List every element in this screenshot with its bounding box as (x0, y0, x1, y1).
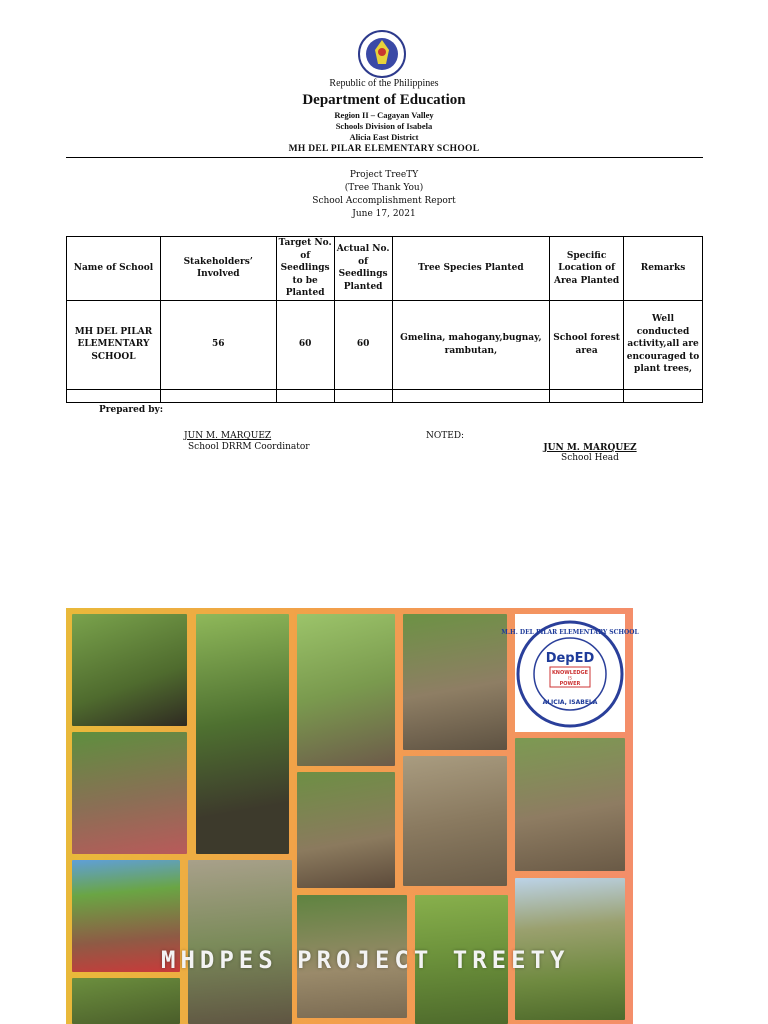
noted-name: JUN M. MARQUEZ (543, 443, 637, 453)
header-divider (66, 157, 703, 158)
table-header-row (67, 237, 703, 301)
report-date: June 17, 2021 (352, 209, 416, 219)
cell-species: Gmelina, mahogany,bugnay, rambutan, (392, 300, 550, 389)
col-header-target: Target No. of Seedlings to be Planted (276, 237, 334, 301)
col-header-location: Specific Location of Area Planted (550, 237, 624, 301)
school-logo-icon (501, 614, 639, 732)
logo-place: ALICIA, ISABELA (542, 699, 598, 706)
photo-planting-5 (297, 614, 395, 766)
department-title: Department of Education (302, 92, 466, 108)
region-line: Region II – Cagayan Valley (334, 110, 434, 120)
cell-remarks: Well conducted activity,all are encouraged to plant trees, (624, 300, 703, 389)
photo-planting-8 (403, 614, 507, 750)
logo-brand: DepED (545, 651, 595, 666)
col-header-stakeholders: Stakeholders’ Involved (160, 237, 276, 301)
noted-signature (540, 443, 640, 463)
logo-motto-3: POWER (559, 681, 581, 687)
cell-stakeholders: 56 (160, 300, 276, 389)
photo-planting-11 (515, 738, 625, 871)
col-header-remarks: Remarks (624, 237, 703, 301)
division-line: Schools Division of Isabela (335, 121, 433, 131)
deped-seal-icon (358, 30, 406, 78)
photo-group-1 (72, 732, 187, 854)
photo-planting-9 (403, 756, 507, 886)
project-subtitle: (Tree Thank You) (344, 183, 424, 193)
report-title: School Accomplishment Report (312, 196, 456, 206)
photo-planting-6 (297, 772, 395, 888)
accomplishment-table (66, 236, 703, 403)
republic-line: Republic of the Philippines (329, 78, 439, 89)
photo-collage (66, 608, 639, 1024)
photo-planting-3 (196, 614, 289, 854)
col-header-species: Tree Species Planted (392, 237, 550, 301)
table-row-empty (67, 389, 703, 402)
photo-planting-2 (72, 978, 180, 1024)
prepared-name: JUN M. MARQUEZ (184, 431, 272, 441)
photo-planting-4 (188, 860, 292, 1024)
project-name: Project TreeTY (349, 170, 419, 180)
school-header: MH DEL PILAR ELEMENTARY SCHOOL (288, 144, 480, 154)
cell-location: School forest area (550, 300, 624, 389)
logo-motto-2: IS (568, 675, 572, 681)
noted-title: School Head (561, 453, 619, 463)
cell-actual: 60 (334, 300, 392, 389)
logo-school-name: M.H. DEL PILAR ELEMENTARY SCHOOL (501, 629, 639, 636)
col-header-school: Name of School (67, 237, 161, 301)
collage-caption: MHDPES PROJECT TREETY (161, 946, 570, 974)
district-line: Alicia East District (349, 132, 419, 142)
office-lines (0, 110, 768, 143)
noted-label: NOTED: (426, 431, 465, 441)
report-heading (0, 169, 768, 221)
school-logo (501, 614, 639, 732)
logo-motto-1: KNOWLEDGE (551, 670, 589, 676)
prepared-title: School DRRM Coordinator (188, 442, 310, 452)
cell-target: 60 (276, 300, 334, 389)
cell-school: MH DEL PILAR ELEMENTARY SCHOOL (67, 300, 161, 389)
photo-planting-1 (72, 614, 187, 726)
prepared-signature (184, 431, 310, 452)
col-header-actual: Actual No. of Seedlings Planted (334, 237, 392, 301)
prepared-by-label: Prepared by: (99, 405, 164, 415)
table-row (67, 300, 703, 389)
